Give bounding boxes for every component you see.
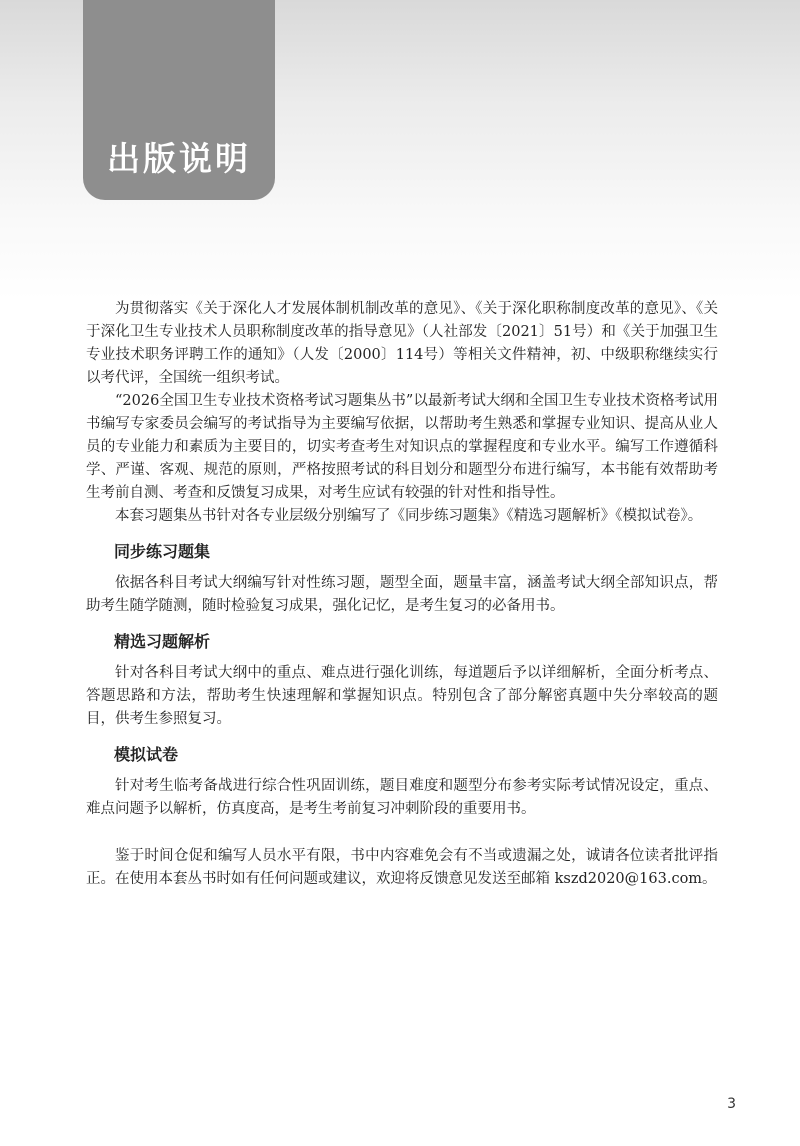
section-body-selected-analysis: 针对各科目考试大纲中的重点、难点进行强化训练，每道题后予以详细解析，全面分析考点、答题思路和方法，帮助考生快速理解和掌握知识点。特别包含了部分解密真题中失分率较高的题目，供考生参照复习。 bbox=[86, 665, 718, 727]
section-heading-mock-exam: 模拟试卷 bbox=[114, 745, 179, 764]
document-body bbox=[86, 298, 718, 891]
spacer bbox=[86, 821, 718, 845]
section-body-mock-exam: 针对考生临考备战进行综合性巩固训练，题目难度和题型分布参考实际考试情况设定，重点、难点问题予以解析，仿真度高，是考生考前复习冲刺阶段的重要用书。 bbox=[86, 778, 718, 817]
intro-paragraph-1: 为贯彻落实《关于深化人才发展体制机制改革的意见》、《关于深化职称制度改革的意见》、《关于深化卫生专业技术人员职称制度改革的指导意见》（人社部发〔2021〕51号）和《关于加强卫生专业技术职务评聘工作的通知》（人发〔2000〕114号）等相关文件精神，初、中级职称继续实行以考代评，全国统一组织考试。 bbox=[86, 301, 718, 386]
intro-paragraph-2: “2026全国卫生专业技术资格考试习题集丛书”以最新考试大纲和全国卫生专业技术资格考试用书编写专家委员会编写的考试指导为主要编写依据，以帮助考生熟悉和掌握专业知识、提高从业人员的专业能力和素质为主要目的，切实考查考生对知识点的掌握程度和专业水平。编写工作遵循科学、严谨、客观、规范的原则，严格按照考试的科目划分和题型分布进行编写，本书能有效帮助考生考前自测、考查和反馈复习成果，对考生应试有较强的针对性和指导性。 bbox=[86, 393, 718, 501]
section-body-sync-exercises: 依据各科目考试大纲编写针对性练习题，题型全面，题量丰富，涵盖考试大纲全部知识点，帮助考生随学随测，随时检验复习成果，强化记忆，是考生复习的必备用书。 bbox=[86, 575, 718, 614]
section-heading-sync-exercises: 同步练习题集 bbox=[114, 542, 211, 561]
section-heading-selected-analysis: 精选习题解析 bbox=[114, 632, 211, 651]
title-tab bbox=[83, 0, 275, 200]
closing-paragraph: 鉴于时间仓促和编写人员水平有限，书中内容难免会有不当或遗漏之处，诚请各位读者批评指正。在使用本套丛书时如有任何问题或建议，欢迎将反馈意见发送至邮箱 kszd2020@163.com。 bbox=[86, 848, 718, 887]
page-number: 3 bbox=[727, 1096, 736, 1112]
intro-paragraph-3: 本套习题集丛书针对各专业层级分别编写了《同步练习题集》《精选习题解析》《模拟试卷》。 bbox=[115, 508, 703, 524]
page-title: 出版说明 bbox=[107, 139, 251, 178]
